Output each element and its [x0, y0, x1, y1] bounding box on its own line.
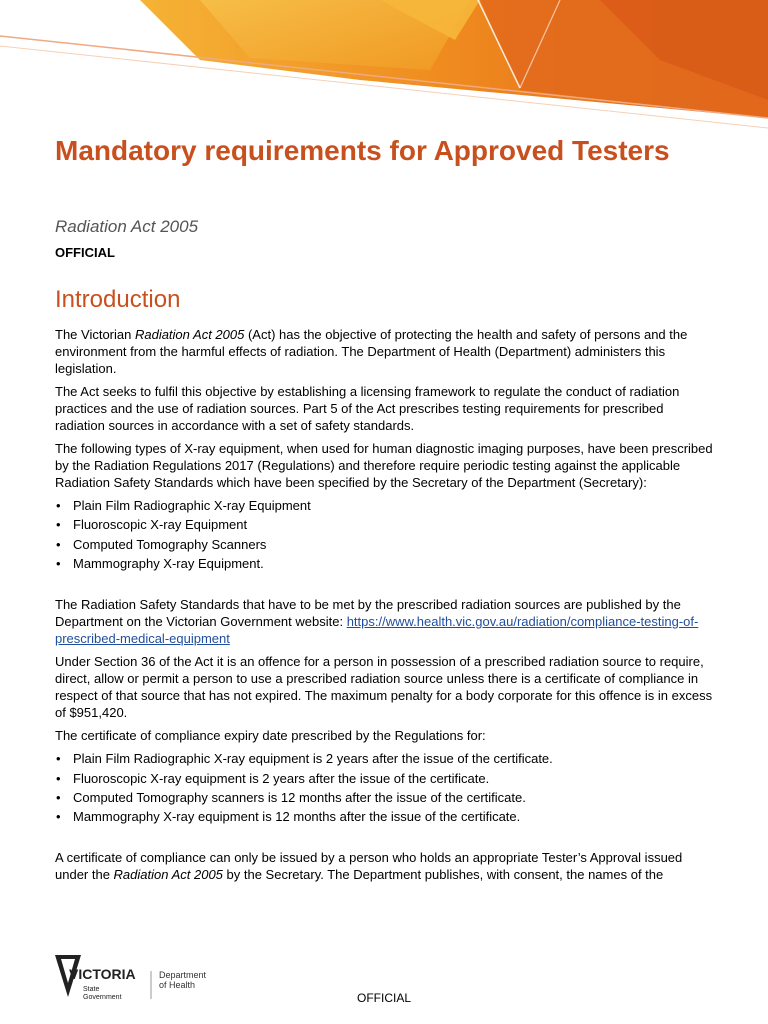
paragraph-expiry-intro: The certificate of compliance expiry date prescribed by the Regulations for:: [55, 728, 486, 744]
department-line-1: Department: [159, 970, 207, 980]
classification-label: OFFICIAL: [55, 245, 115, 260]
paragraph-prescribed-equipment: The following types of X-ray equipment, when used for human diagnostic imaging purposes, have been prescribed by the Radiation Regulations 2017 (Regulations) and therefore require periodic testing against the applicable Radiation Safety Standards which have been specified by the Secretary of the Department (Secretary):: [55, 441, 713, 490]
paragraph-licensing-framework: The Act seeks to fulfil this objective by establishing a licensing framework to regulate the conduct of radiation practices and the use of radiation sources. Part 5 of the Act prescribes testing requirements for prescribed radiation sources in accordance with a set of safety standards.: [55, 384, 680, 433]
introduction-body: [55, 326, 715, 889]
list-item: • Plain Film Radiographic X-ray equipment is 2 years after the issue of the certificate.: [55, 750, 715, 767]
list-item: • Plain Film Radiographic X-ray Equipment: [55, 497, 715, 514]
logo-sub-state: State: [83, 986, 100, 993]
equipment-list: [55, 497, 715, 572]
list-item: • Fluoroscopic X-ray Equipment: [55, 516, 715, 533]
paragraph-act-objective: The Victorian Radiation Act 2005 (Act) has the objective of protecting the health and safety of persons and the environment from the harmful effects of radiation. The Department of Health (Department) administers this legislation.: [55, 327, 688, 376]
header-banner: [0, 0, 768, 135]
compliance-testing-link[interactable]: https://www.health.vic.gov.au/radiation/compliance-testing-of-prescribed-medical-equipment: [55, 614, 699, 647]
list-item: • Computed Tomography Scanners: [55, 536, 715, 553]
list-item: • Mammography X-ray Equipment.: [55, 555, 715, 572]
paragraph-safety-standards: The Radiation Safety Standards that have to be met by the prescribed radiation sources are published by the Department on the Victorian Government website: https://www.health.vic.gov.au/radiation/compliance-testing-of-prescribed-medical-equipment: [55, 597, 699, 647]
list-item: • Computed Tomography scanners is 12 months after the issue of the certificate.: [55, 789, 715, 806]
footer-classification: OFFICIAL: [356, 991, 411, 1005]
list-item: • Fluoroscopic X-ray equipment is 2 years after the issue of the certificate.: [55, 770, 715, 787]
introduction-heading: Introduction: [55, 286, 181, 313]
paragraph-section-36: Under Section 36 of the Act it is an offence for a person in possession of a prescribed radiation source to require, direct, allow or permit a person to use a prescribed radiation source unless there is a certificate of compliance in respect of that source that has not expired. The maximum penalty for a body corporate for this offence is in excess of $951,420.: [55, 654, 713, 721]
document-title: Mandatory requirements for Approved Testers: [55, 135, 670, 166]
paragraph-testers-approval: A certificate of compliance can only be issued by a person who holds an appropriate Tester’s Approval issued under the Radiation Act 2005 by the Secretary. The Department publishes, with consent, the names of the: [55, 850, 683, 883]
department-line-2: of Health: [159, 980, 196, 990]
logo-sub-government: Government: [83, 994, 122, 1001]
document-subtitle: Radiation Act 2005: [55, 217, 199, 236]
expiry-list: [55, 750, 715, 825]
spacer: [55, 578, 715, 596]
spacer: [55, 831, 715, 849]
logo-word: VICTORIA: [69, 966, 136, 982]
list-item: • Mammography X-ray equipment is 12 months after the issue of the certificate.: [55, 808, 715, 825]
